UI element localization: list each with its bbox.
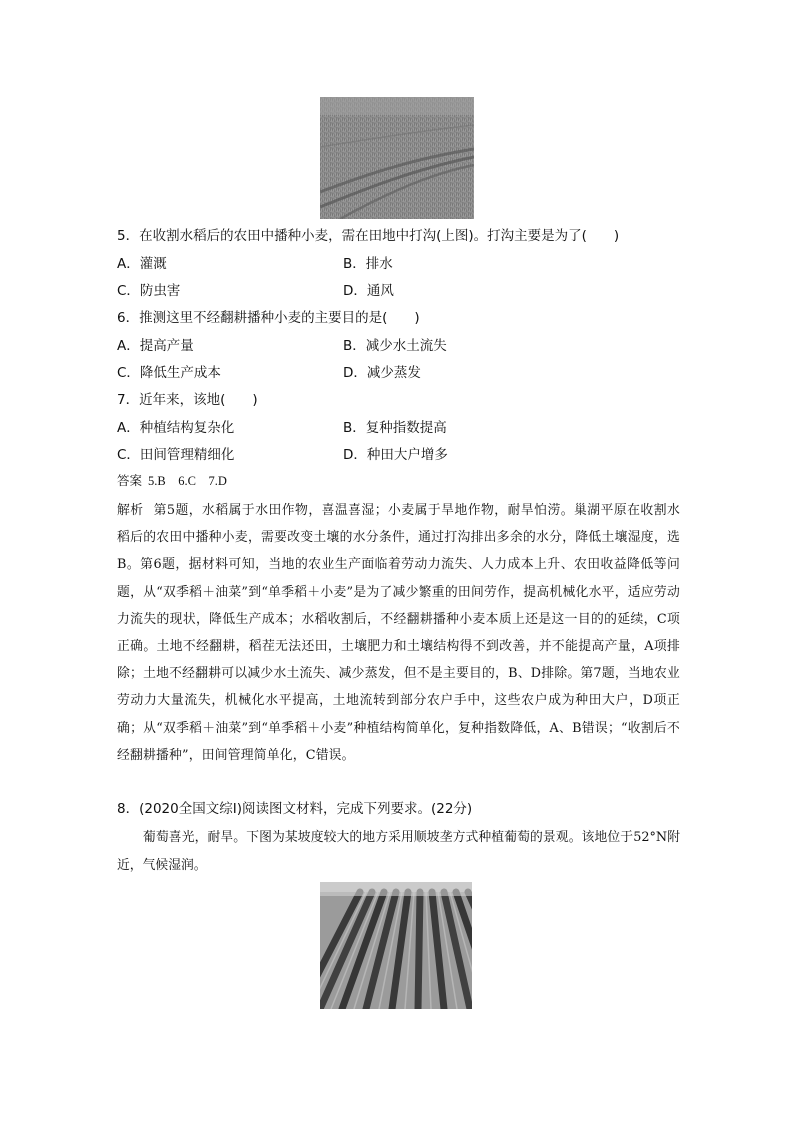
answer-line	[117, 473, 227, 489]
analysis-label: 解析	[117, 503, 144, 518]
question-8-material: 葡萄喜光，耐旱。下图为某坡度较大的地方采用顺坡垄方式种植葡萄的景观。该地位于52°N附近，气候湿润。	[117, 830, 680, 873]
question-7-option-c: C．田间管理精细化	[117, 447, 235, 463]
question-6-option-c: C．降低生产成本	[117, 365, 221, 381]
vineyard-photo	[320, 882, 472, 1009]
question-7-option-a: A．种植结构复杂化	[117, 420, 235, 436]
field-ditch-image	[320, 97, 474, 219]
question-6-option-b: B．减少水土流失	[343, 338, 447, 354]
question-6-stem: 6．推测这里不经翻耕播种小麦的主要目的是( )	[117, 310, 420, 326]
question-5-stem: 5．在收割水稻后的农田中播种小麦，需在田地中打沟(上图)。打沟主要是为了( )	[117, 228, 620, 244]
question-5-option-d: D．通风	[343, 283, 394, 299]
field-ditch-photo	[320, 97, 474, 219]
question-7-option-d: D．种田大户增多	[343, 447, 448, 463]
question-5-option-b: B．排水	[343, 256, 393, 272]
answer-label: 答案	[117, 473, 143, 488]
question-6-option-a: A．提高产量	[117, 338, 194, 354]
question-5-option-a: A．灌溉	[117, 256, 167, 272]
question-8-stem: 8．(2020全国文综Ⅰ)阅读图文材料，完成下列要求。(22分)	[117, 801, 473, 817]
answer-text: 5.B 6.C 7.D	[148, 474, 227, 488]
question-7-stem: 7．近年来，该地( )	[117, 392, 258, 408]
analysis-paragraph	[117, 497, 680, 769]
question-6-option-d: D．减少蒸发	[343, 365, 421, 381]
question-7-option-b: B．复种指数提高	[343, 420, 447, 436]
analysis-text: 第5题，水稻属于水田作物，喜温喜湿；小麦属于旱地作物，耐旱怕涝。巢湖平原在收割水稻后的农田中播种小麦，需要改变土壤的水分条件，通过打沟排出多余的水分，降低土壤湿度，选B。第6题，据材料可知，当地的农业生产面临着劳动力流失、人力成本上升、农田收益降低等问题，从“双季稻＋油菜”到“单季稻＋小麦”是为了减少繁重的田间劳作，提高机械化水平，适应劳动力流失的现状，降低生产成本；水稻收割后，不经翻耕播种小麦本质上还是这一目的的延续，C项正确。土地不经翻耕，稻茬无法还田，土壤肥力和土壤结构得不到改善，并不能提高产量，A项排除；土地不经翻耕可以减少水土流失、减少蒸发，但不是主要目的，B、D排除。第7题，当地农业劳动力大量流失，机械化水平提高，土地流转到部分农户手中，这些农户成为种田大户，D项正确；从“双季稻＋油菜”到“单季稻＋小麦”种植结构简单化，复种指数降低，A、B错误；“收割后不经翻耕播种”，田间管理简单化，C错误。	[117, 503, 680, 763]
vineyard-image	[320, 882, 472, 1009]
question-5-option-c: C．防虫害	[117, 283, 181, 299]
